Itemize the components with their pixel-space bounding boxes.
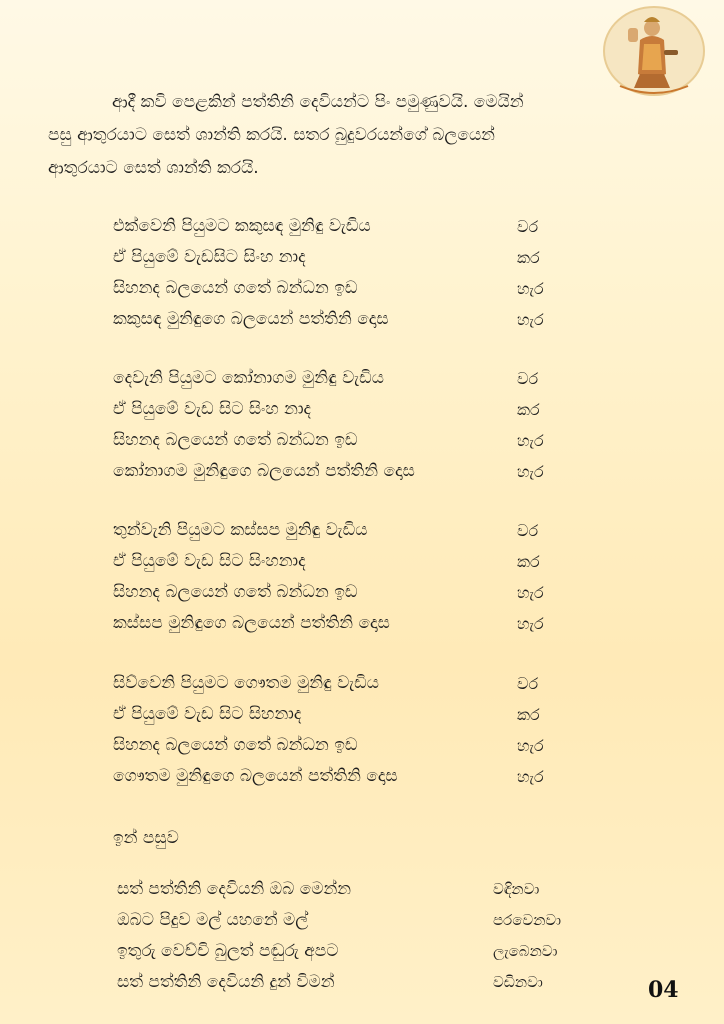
verse-text: කකුසඳ මුනිඳුගෙ බලයෙන් පත්තිනි දොස bbox=[113, 309, 389, 329]
verse-line bbox=[113, 211, 573, 242]
verse-end-word: හැර bbox=[517, 767, 544, 786]
verse-end-word: වඩිනවා bbox=[493, 973, 543, 991]
verse-text: සිව්වෙනි පියුමට ගෞතම මුනිඳු වැඩිය bbox=[113, 673, 379, 693]
verse-end-word: හැර bbox=[517, 279, 544, 298]
verse-stanza-3 bbox=[113, 515, 573, 639]
intro-line: පසු ආතුරයාට සෙත් ශාන්ති කරයි. සතර බුදුවරයන්ගේ බලයෙන් bbox=[48, 125, 495, 145]
verse-end-word: වර bbox=[517, 521, 539, 540]
verse-line bbox=[113, 668, 573, 699]
verse-text: සත් පත්තිනි දෙවියනි දුන් විමන් bbox=[117, 972, 335, 992]
verse-line bbox=[113, 304, 573, 335]
verse-line bbox=[113, 546, 573, 577]
intro-paragraph bbox=[48, 86, 630, 185]
verse-line bbox=[113, 394, 573, 425]
page-number: 04 bbox=[648, 977, 679, 1003]
verse-line bbox=[117, 967, 617, 998]
verse-end-word: කර bbox=[517, 552, 540, 571]
verse-end-word: හැර bbox=[517, 462, 544, 481]
verse-end-word: කර bbox=[517, 400, 540, 419]
verse-end-word: කර bbox=[517, 248, 540, 267]
verse-text: දෙවැනි පියුමට කෝනාගම මුනිඳු වැඩිය bbox=[113, 368, 384, 388]
verse-stanza-2 bbox=[113, 363, 573, 487]
verse-line bbox=[113, 515, 573, 546]
verse-text: ඔබට පිදුව මල් යහනේ මල් bbox=[117, 910, 309, 930]
verse-end-word: වඳිනවා bbox=[493, 880, 540, 898]
verse-line bbox=[113, 456, 573, 487]
verse-text: ඒ පියුමේ වැඩ සිට සිංහනාද bbox=[113, 551, 306, 571]
verse-line bbox=[117, 936, 617, 967]
verse-line bbox=[113, 699, 573, 730]
verse-text: කස්සප මුනිඳුගෙ බලයෙන් පත්තිනි දොස bbox=[113, 613, 390, 633]
verse-text: සිහනද බලයෙන් ගතේ බන්ධන ඉඩ bbox=[113, 582, 358, 602]
section-heading: ඉන් පසුව bbox=[113, 828, 179, 848]
verse-end-word: හැර bbox=[517, 614, 544, 633]
verse-text: සිහනද බලයෙන් ගතේ බන්ධන ඉඩ bbox=[113, 735, 358, 755]
verse-end-word: හැර bbox=[517, 431, 544, 450]
verse-line bbox=[113, 273, 573, 304]
verse-text: එක්වෙනි පියුමට කකුසඳ මුනිඳු වැඩිය bbox=[113, 216, 371, 236]
verse-text: ඒ පියුමේ වැඩ සිට සිහනාද bbox=[113, 704, 302, 724]
verse-end-word: ලැබෙනවා bbox=[493, 942, 558, 960]
verse-line bbox=[113, 577, 573, 608]
verse-text: සත් පත්තිනි දෙවියනි ඔබ මෙන්න bbox=[117, 879, 352, 899]
verse-stanza-1 bbox=[113, 211, 573, 335]
closing-stanza bbox=[117, 874, 617, 998]
verse-text: තුන්වැනි පියුමට කස්සප මුනිඳු වැඩිය bbox=[113, 520, 368, 540]
verse-text: ගෞතම මුනිඳුගෙ බලයෙන් පත්තිනි දොස bbox=[113, 766, 398, 786]
verse-end-word: වර bbox=[517, 674, 539, 693]
verse-end-word: හැර bbox=[517, 310, 544, 329]
verse-text: සිහනද බලයෙන් ගතේ බන්ධන ඉඩ bbox=[113, 278, 358, 298]
verse-end-word: හැර bbox=[517, 736, 544, 755]
verse-line bbox=[113, 425, 573, 456]
verse-line bbox=[113, 363, 573, 394]
verse-line bbox=[113, 730, 573, 761]
verse-text: ඒ පියුමේ වැඩ සිට සිංහ නාද bbox=[113, 399, 312, 419]
verse-line bbox=[113, 761, 573, 792]
verse-end-word: හැර bbox=[517, 583, 544, 602]
verse-line bbox=[113, 242, 573, 273]
verse-line bbox=[117, 905, 617, 936]
intro-line: ආදී කවි පෙළකින් පත්තිනි දෙවියන්ට පිං පමුණුවයි. මෙයින් bbox=[112, 92, 524, 112]
verse-text: ඉතුරු වෙච්චි බුලත් පඬුරු අපට bbox=[117, 941, 339, 961]
verse-line bbox=[117, 874, 617, 905]
verse-end-word: වර bbox=[517, 217, 539, 236]
intro-line: ආතුරයාට සෙත් ශාන්ති කරයි. bbox=[48, 158, 259, 178]
verse-text: කෝනාගම මුනිඳුගෙ බලයෙන් පත්තිනි දොස bbox=[113, 461, 415, 481]
verse-end-word: පරවෙනවා bbox=[493, 911, 562, 929]
verse-line bbox=[113, 608, 573, 639]
verse-end-word: වර bbox=[517, 369, 539, 388]
verse-text: ඒ පියුමේ වැඩසිට සිංහ නාද bbox=[113, 247, 306, 267]
verse-text: සිහනද බලයෙන් ගතේ බන්ධන ඉඩ bbox=[113, 430, 358, 450]
verse-stanza-4 bbox=[113, 668, 573, 792]
verse-end-word: කර bbox=[517, 705, 540, 724]
